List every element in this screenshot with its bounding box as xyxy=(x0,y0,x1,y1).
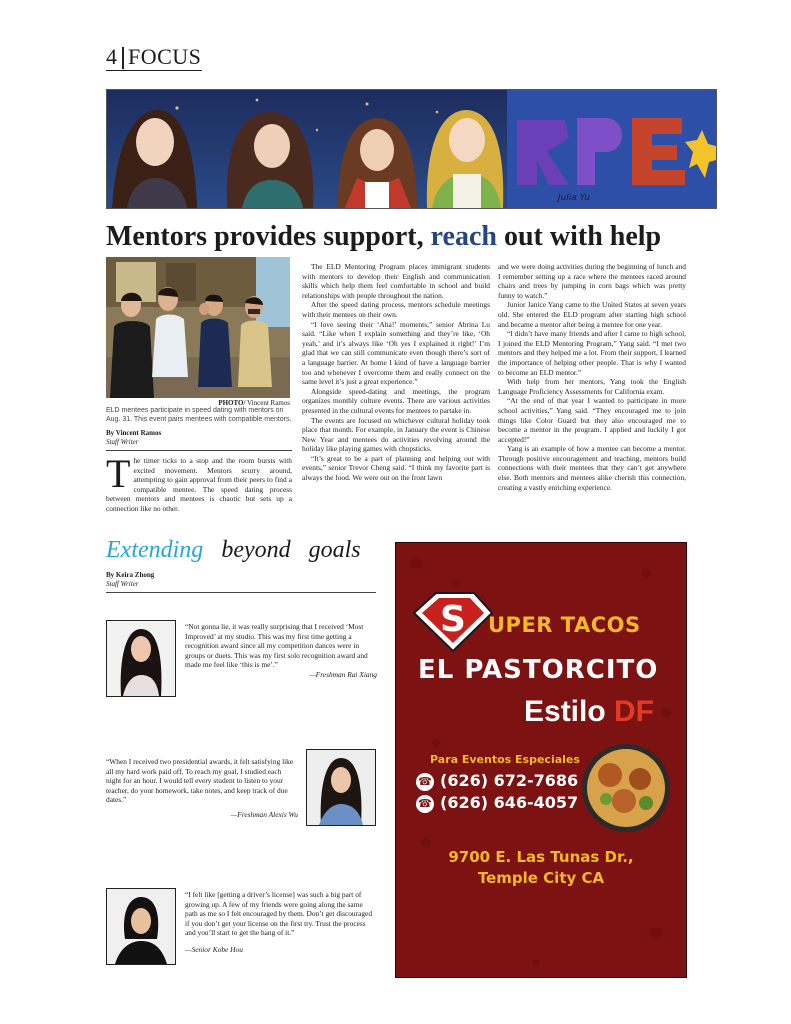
page-number: 4 xyxy=(106,44,117,69)
phone-icon: ☎ xyxy=(416,773,434,791)
feature-byline xyxy=(106,571,376,589)
article-headline xyxy=(106,219,706,255)
ad-phone-2[interactable] xyxy=(416,793,578,813)
quote-attribution: —Freshman Alexis Wu xyxy=(230,809,298,819)
quote-text: “Not gonna lie, it was really surprising that I received ‘Most Improved’ at my studio. This was my first time getting a recognition award since all my competition dances were in groups or duets. This was my first solo recognition award and made me feel like ‘this is me’.” xyxy=(185,622,368,670)
feature-byline-role: Staff Writer xyxy=(106,580,139,588)
article-paragraph: “I love seeing their ‘Aha!’ moments,” senior Abrina Lu said. “Like when I explain something and they’re like, ‘Oh yeah,’ and it’s always like ‘Oh yes I explained it right!’ I’m glad that we can still communicate even though there’s sort of a language barrier. At home I kind of have a language barrier too and whenever I overcome them and really connect on the same level it’s just a great experience.” xyxy=(302,319,490,387)
ad-address-line-1: 9700 E. Las Tunas Dr., xyxy=(448,848,634,866)
phone-icon: ☎ xyxy=(416,795,434,813)
article-paragraph: “It’s great to be a part of planning and helping out with events,” senior Trevor Cheng said. “I think my favorite part is always the food. We were out on the front lawn xyxy=(302,453,490,483)
ad-address-line-2: Temple City CA xyxy=(477,869,605,887)
feature-title-accent: Extending xyxy=(106,537,204,563)
photo-credit xyxy=(106,399,290,407)
article-column-2 xyxy=(302,262,490,483)
feature-title-rest: beyond goals xyxy=(221,537,361,563)
banner-illustration xyxy=(106,89,717,209)
feature-byline-rule xyxy=(106,592,376,593)
quote-block xyxy=(185,622,377,680)
feature-byline-name: By Keira Zhong xyxy=(106,571,155,579)
article-photo xyxy=(106,257,290,398)
ad-events-label: Para Eventos Especiales xyxy=(430,753,580,766)
byline-name: By Vincent Ramos xyxy=(106,429,162,437)
byline-rule xyxy=(106,450,292,451)
article-paragraph: Alongside speed-dating and meetings, the program organizes monthly culture events. There are various activities presented in the cultural events for mentees to partake in. xyxy=(302,386,490,415)
headline-accent: reach xyxy=(430,221,497,252)
article-byline xyxy=(106,429,292,447)
superman-logo-letter: S xyxy=(440,599,466,640)
quote-text: “When I received two presidential awards, it felt satisfying like all my hard work paid off. To reach my goal, I studied each night for an hour. I would tell every student to listen to your teacher, do your homework, take notes, and keep track of due dates.” xyxy=(106,757,294,805)
article-paragraph: After the speed dating process, mentors schedule meetings with their mentees on their own. xyxy=(302,300,490,319)
header-divider xyxy=(122,47,124,69)
article-paragraph: With help from her mentors, Yang took the English Language Proficiency Assessments for California exam. xyxy=(498,377,686,396)
ad-estilo: Estilo xyxy=(524,695,615,728)
article-paragraph: “I didn’t have many friends and after I came to high school, I joined the ELD Mentoring Program,” Yang said. “I met two mentors and they helped me a lot. From their support, I learned the importance of helping other people. That is why I wanted to become an ELD mentor.” xyxy=(498,329,686,377)
ad-phone-number-1: (626) 672-7686 xyxy=(440,771,579,790)
feature-title xyxy=(106,535,378,565)
article-paragraph: The events are focused on whichever cultural holiday took place that month. For example, in January the event is Chinese New Year and mentees do activities revolving around the holiday like playing games with chopsticks. xyxy=(302,415,490,454)
article-paragraph: Yang is an example of how a mentee can become a mentor. Through positive encouragement and teaching, mentors build connections with their mentees that they can’t get anywhere else. Both mentors and mentees alike cherish this connection, creating a vastly enriching experience. xyxy=(498,444,686,492)
article-paragraph: and we were doing activities during the beginning of lunch and I remember setting up a race where the mentees raced around chairs and trees by jumping in corn bags which was pretty funny to watch.” xyxy=(498,262,686,300)
article-paragraph xyxy=(106,451,292,514)
quote-attribution: —Freshman Rai Xiang xyxy=(309,669,377,679)
quote-block xyxy=(185,890,377,955)
article-paragraph: “At the end of that year I wanted to participate in more school activities,” Yang said. “They encouraged me to join things like Color Guard but they also encouraged me to become a mentor in the program. I applied and luckily I got accepted!” xyxy=(498,396,686,444)
advertisement xyxy=(395,542,687,978)
lead-text: he timer ticks to a stop and the room bursts with excited movement. Mentors scurry around, attempting to gain approval from their peers to find a compatible mentee. The speed dating process between mentors and mentees is chaotic but sets up a connection like no other. xyxy=(106,456,292,513)
article-paragraph: Junior Janice Yang came to the United States at seven years old. She entered the ELD program after starting high school and became a mentor after being a mentee for one year. xyxy=(498,300,686,329)
byline-role: Staff Writer xyxy=(106,438,139,446)
article-column-3 xyxy=(498,262,686,492)
drop-cap: T xyxy=(106,451,131,496)
article-column-1 xyxy=(106,451,292,514)
portrait-alexis-wu xyxy=(306,749,376,826)
photo-credit-name: Vincent Ramos xyxy=(245,399,290,407)
ad-phone-number-2: (626) 646-4057 xyxy=(440,793,579,812)
ad-brand-line-1: UPER TACOS xyxy=(488,613,641,637)
quote-attribution: —Senior Kobe Hou xyxy=(185,944,243,954)
photo-credit-label: PHOTO/ xyxy=(218,399,246,407)
ad-brand-line-2: EL PASTORCITO xyxy=(418,655,659,685)
portrait-kobe-hou xyxy=(106,888,176,965)
quote-block xyxy=(106,757,298,820)
ad-df: DF xyxy=(614,695,655,728)
section-name: FOCUS xyxy=(128,44,202,69)
headline-part-1: Mentors provides support, xyxy=(106,221,431,252)
quote-text: “I felt like [getting a driver’s license] was such a big part of growing up. A few of my friends were going along the same path as me so I felt encouraged by them. Don’t get discouraged if you don’t get your license on the first try. Trust the process and you’ll start to get the hang of it.” xyxy=(185,890,373,938)
ad-phone-1[interactable] xyxy=(416,771,578,791)
artist-signature: Julia Yu xyxy=(557,193,590,203)
photo-caption: ELD mentees participate in speed dating with mentors on Aug. 31. This event pairs mentees with compatible mentors. xyxy=(106,407,292,423)
page-header xyxy=(106,44,202,71)
ad-brand-line-3 xyxy=(524,695,654,729)
portrait-rai-xiang xyxy=(106,620,176,697)
headline-part-2: out with help xyxy=(496,221,662,252)
article-paragraph: The ELD Mentoring Program places immigrant students with mentors to develop their English and communication skills which help them feel comfortable in school and build relationships with people throughout the nation. xyxy=(302,262,490,300)
